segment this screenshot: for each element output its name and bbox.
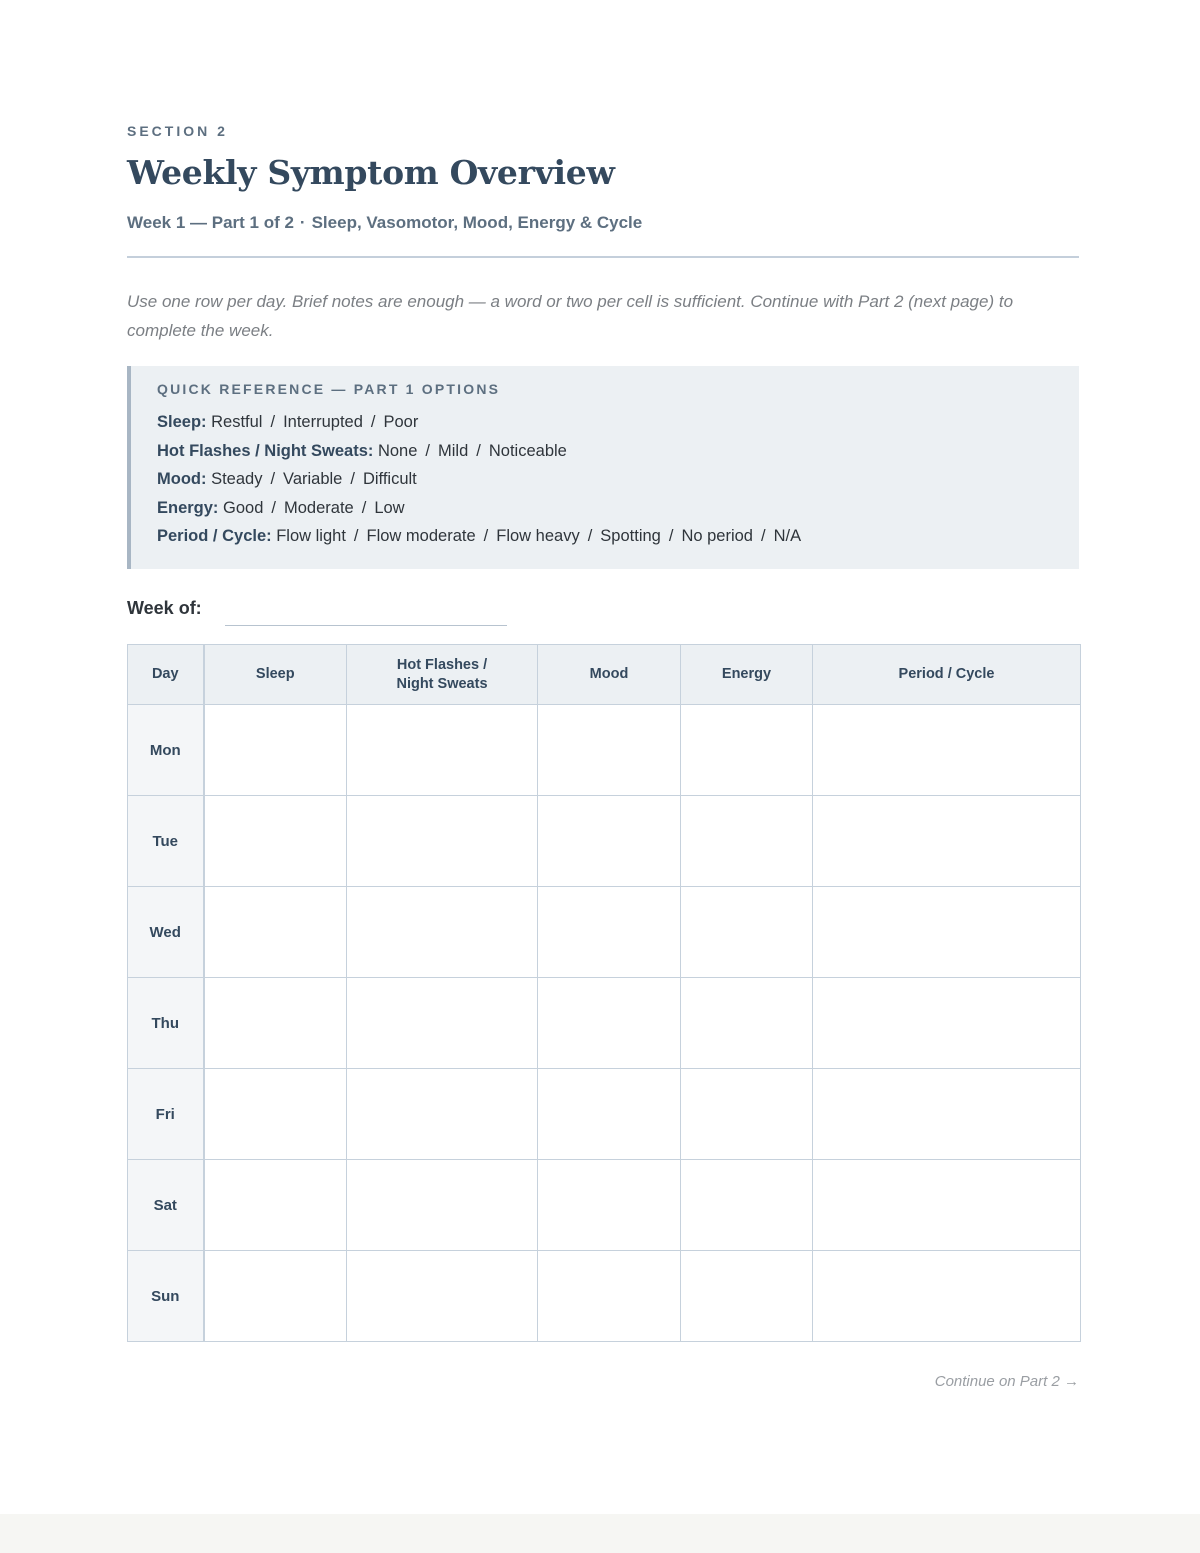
entry-cell[interactable] — [813, 887, 1081, 978]
entry-cell[interactable] — [347, 978, 538, 1069]
table-row — [128, 1160, 1081, 1251]
week-of-field[interactable] — [225, 625, 507, 626]
column-header — [128, 645, 204, 705]
day-label: Thu — [128, 978, 204, 1069]
quick-reference-option: Steady — [211, 470, 263, 488]
entry-cell[interactable] — [204, 1160, 347, 1251]
entry-cell[interactable] — [538, 1069, 681, 1160]
column-header — [681, 645, 813, 705]
entry-cell[interactable] — [813, 1160, 1081, 1251]
entry-cell[interactable] — [204, 705, 347, 796]
quick-reference-option: / Poor — [363, 413, 418, 431]
column-header-text: Mood — [589, 666, 629, 682]
entry-cell[interactable] — [347, 887, 538, 978]
entry-cell[interactable] — [538, 705, 681, 796]
quick-reference-category: Sleep: — [157, 413, 207, 431]
quick-reference-category: Mood: — [157, 470, 207, 488]
header-divider — [127, 256, 1079, 258]
column-header-text: Period / Cycle — [898, 666, 995, 682]
day-label: Fri — [128, 1069, 204, 1160]
quick-reference-row — [157, 494, 1079, 523]
table-row — [128, 1069, 1081, 1160]
entry-cell[interactable] — [813, 1069, 1081, 1160]
column-header — [538, 645, 681, 705]
table-row — [128, 796, 1081, 887]
day-label: Mon — [128, 705, 204, 796]
quick-reference-option: / N/A — [753, 527, 801, 545]
section-label: SECTION 2 — [127, 123, 228, 139]
week-of-label: Week of: — [127, 598, 202, 618]
entry-cell[interactable] — [538, 796, 681, 887]
entry-cell[interactable] — [681, 1251, 813, 1342]
quick-reference-option: None — [377, 441, 418, 460]
table-body — [128, 705, 1081, 1342]
table-row — [128, 705, 1081, 796]
column-header — [813, 645, 1081, 705]
page-subtitle — [127, 213, 642, 233]
column-header — [204, 645, 347, 705]
day-label: Sun — [128, 1251, 204, 1342]
column-header-text: Energy — [721, 666, 772, 682]
table-row — [128, 1251, 1081, 1342]
quick-reference-row — [157, 408, 1079, 437]
entry-cell[interactable] — [204, 978, 347, 1069]
day-label: Sat — [128, 1160, 204, 1251]
entry-cell[interactable] — [204, 887, 347, 978]
quick-reference-box — [127, 366, 1079, 569]
entry-cell[interactable] — [813, 1251, 1081, 1342]
symptom-log-table — [127, 644, 1081, 1342]
subtitle-topics: Sleep, Vasomotor, Mood, Energy & Cycle — [311, 213, 643, 232]
column-header — [347, 645, 538, 705]
column-header-text: Hot Flashes / — [396, 656, 488, 673]
quick-reference-option: Flow light — [276, 527, 346, 545]
quick-reference-category: Period / Cycle: — [157, 527, 272, 545]
entry-cell[interactable] — [204, 1251, 347, 1342]
table-header-row — [128, 645, 1081, 705]
quick-reference-row — [157, 465, 1079, 494]
day-label: Tue — [128, 796, 204, 887]
column-header-text: Day — [151, 666, 179, 682]
entry-cell[interactable] — [681, 1069, 813, 1160]
subtitle-part: Week 1 — Part 1 of 2 — [127, 213, 294, 232]
day-label: Wed — [128, 887, 204, 978]
quick-reference-option: / Variable — [262, 470, 342, 488]
quick-reference-option: / Spotting — [580, 527, 661, 545]
column-header-text: Night Sweats — [396, 675, 488, 692]
quick-reference-list — [157, 408, 1079, 551]
entry-cell[interactable] — [538, 978, 681, 1069]
quick-reference-option: / Low — [354, 499, 405, 517]
quick-reference-option: / Mild — [417, 442, 468, 460]
quick-reference-option: / Noticeable — [468, 442, 567, 460]
entry-cell[interactable] — [347, 1160, 538, 1251]
subtitle-separator: · — [299, 213, 306, 232]
entry-cell[interactable] — [681, 705, 813, 796]
quick-reference-title: QUICK REFERENCE — PART 1 OPTIONS — [157, 381, 501, 397]
page-title: Weekly Symptom Overview — [127, 153, 615, 192]
column-header-text: Sleep — [255, 666, 295, 682]
quick-reference-option: / No period — [661, 527, 753, 545]
table-row — [128, 978, 1081, 1069]
instructions-text: Use one row per day. Brief notes are enough — a word or two per cell is sufficient. Continue with Part 2 (next page) to complete the week. — [127, 292, 1014, 340]
entry-cell[interactable] — [347, 1251, 538, 1342]
entry-cell[interactable] — [681, 978, 813, 1069]
entry-cell[interactable] — [204, 1069, 347, 1160]
quick-reference-row — [157, 522, 1079, 551]
entry-cell[interactable] — [347, 1069, 538, 1160]
entry-cell[interactable] — [538, 1251, 681, 1342]
entry-cell[interactable] — [813, 796, 1081, 887]
quick-reference-category: Energy: — [157, 498, 219, 517]
quick-reference-option: Restful — [211, 413, 263, 431]
entry-cell[interactable] — [813, 705, 1081, 796]
quick-reference-option: / Flow heavy — [476, 527, 580, 545]
table-row — [128, 887, 1081, 978]
quick-reference-category: Hot Flashes / Night Sweats: — [157, 441, 374, 460]
entry-cell[interactable] — [681, 887, 813, 978]
entry-cell[interactable] — [813, 978, 1081, 1069]
quick-reference-option: / Flow moderate — [346, 527, 476, 545]
entry-cell[interactable] — [204, 796, 347, 887]
quick-reference-row — [157, 437, 1079, 466]
entry-cell[interactable] — [347, 705, 538, 796]
continue-note: Continue on Part 2 → — [934, 1373, 1079, 1390]
entry-cell[interactable] — [681, 1160, 813, 1251]
quick-reference-option: / Difficult — [342, 470, 416, 488]
quick-reference-option: / Interrupted — [262, 413, 362, 431]
entry-cell[interactable] — [347, 796, 538, 887]
entry-cell[interactable] — [538, 887, 681, 978]
quick-reference-option: / Moderate — [263, 499, 353, 517]
entry-cell[interactable] — [538, 1160, 681, 1251]
quick-reference-option: Good — [223, 498, 264, 517]
entry-cell[interactable] — [681, 796, 813, 887]
